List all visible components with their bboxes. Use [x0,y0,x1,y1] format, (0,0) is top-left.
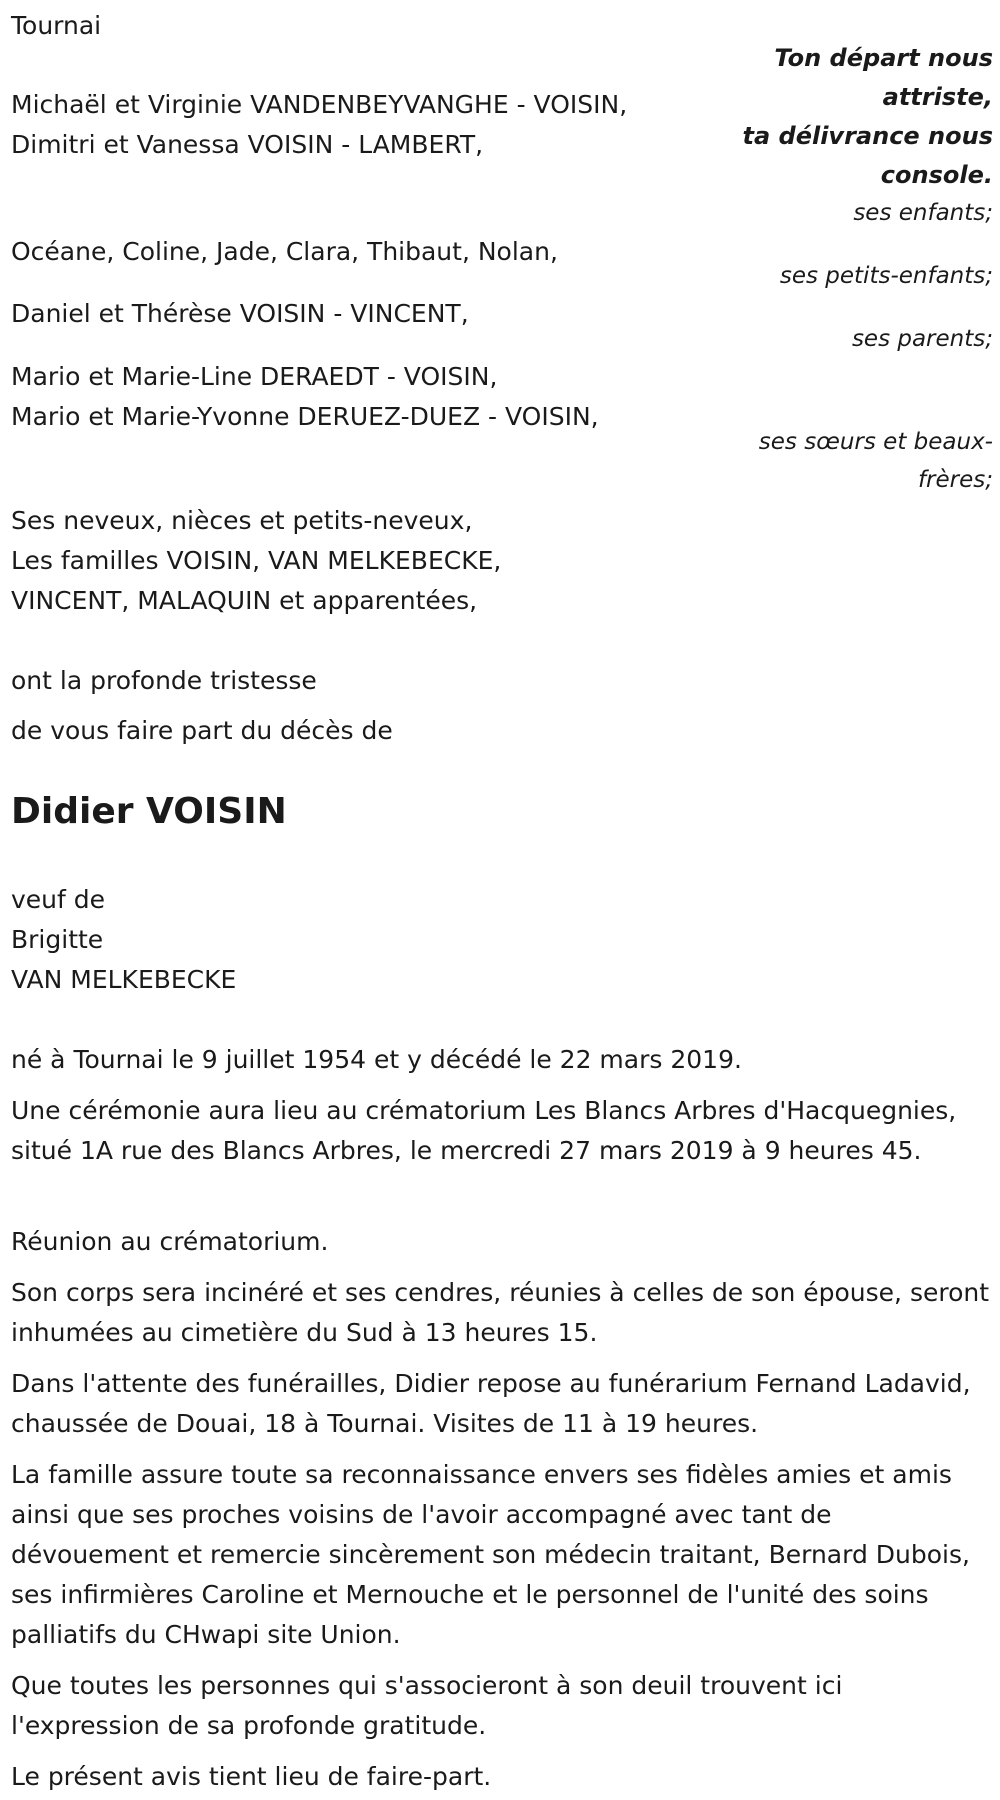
parents-line: Daniel et Thérèse VOISIN - VINCENT, [11,299,469,328]
children-relation: ses enfants; [853,200,993,226]
quote-line-1: Ton départ nous [774,44,993,72]
parents-relation: ses parents; [851,326,993,352]
siblings-relation-2: frères; [917,467,993,493]
announcement-line-1: ont la profonde tristesse [11,666,317,695]
quote-line-2: attriste, [882,83,993,111]
extended-line-1: Ses neveux, nièces et petits-neveux, [11,506,473,535]
grandchildren-relation: ses petits-enfants; [779,263,993,289]
spouse-line-3: VAN MELKEBECKE [11,965,237,994]
funerarium-paragraph: Dans l'attente des funérailles, Didier repose au funérarium Fernand Ladavid, chaussée de Douai, 18 à Tournai. Visites de 11 à 19 heures. [11,1369,971,1438]
deceased-name: Didier VOISIN [11,791,287,832]
quote-line-3: ta délivrance nous [742,122,993,150]
spouse-line-2: Brigitte [11,925,104,954]
children-line-2: Dimitri et Vanessa VOISIN - LAMBERT, [11,130,484,159]
notice-paragraph: Le présent avis tient lieu de faire-part. [11,1762,492,1791]
reunion-paragraph: Réunion au crématorium. [11,1227,329,1256]
siblings-relation-1: ses sœurs et beaux- [758,429,993,455]
spouse-line-1: veuf de [11,885,106,914]
ceremony-paragraph: Une cérémonie aura lieu au crématorium Les Blancs Arbres d'Hacquegnies, situé 1A rue des Blancs Arbres, le mercredi 27 mars 2019 à 9 heures 45. [11,1096,957,1165]
extended-line-2: Les familles VOISIN, VAN MELKEBECKE, [11,546,502,575]
grandchildren-line: Océane, Coline, Jade, Clara, Thibaut, Nolan, [11,237,558,266]
location-header: Tournai [11,11,102,40]
thanks-paragraph: La famille assure toute sa reconnaissance envers ses fidèles amies et amis ainsi que ses proches voisins de l'avoir accompagné avec tant de dévouement et remercie sincèrement son médecin traitant, Bernard Dubois, ses infirmières Caroline et Mernouche et le personnel de l'unité des soins palliatifs du CHwapi site Union. [11,1460,970,1649]
quote-line-4: console. [880,161,993,189]
announcement-line-2: de vous faire part du décès de [11,716,393,745]
gratitude-paragraph: Que toutes les personnes qui s'associeront à son deuil trouvent ici l'expression de sa profonde gratitude. [11,1671,843,1740]
burial-paragraph: Son corps sera incinéré et ses cendres, réunies à celles de son épouse, seront inhumées au cimetière du Sud à 13 heures 15. [11,1278,990,1347]
children-line-1: Michaël et Virginie VANDENBEYVANGHE - VOISIN, [11,90,628,119]
birth-death-paragraph: né à Tournai le 9 juillet 1954 et y décédé le 22 mars 2019. [11,1045,742,1074]
siblings-line-1: Mario et Marie-Line DERAEDT - VOISIN, [11,362,498,391]
extended-line-3: VINCENT, MALAQUIN et apparentées, [11,586,478,615]
siblings-line-2: Mario et Marie-Yvonne DERUEZ-DUEZ - VOISIN, [11,402,599,431]
